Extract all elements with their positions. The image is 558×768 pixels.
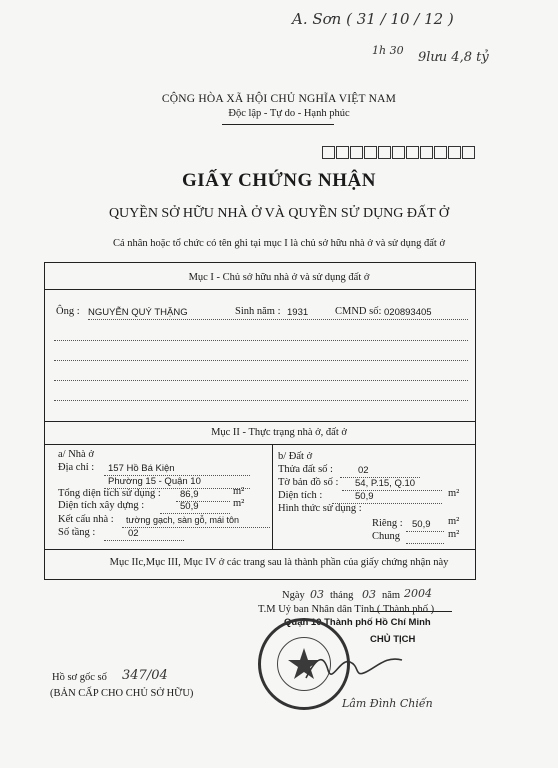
address-label: Địa chỉ : <box>58 462 95 473</box>
private-use-label: Riêng : <box>372 518 403 529</box>
handwritten-signature <box>300 648 410 688</box>
country-name: CỘNG HÒA XÃ HỘI CHỦ NGHĨA VIỆT NAM <box>161 93 397 105</box>
total-area-label: Tổng diện tích sử dụng : <box>58 488 161 499</box>
floors-value: 02 <box>128 528 139 539</box>
certificate-title: GIẤY CHỨNG NHẬN <box>182 170 376 191</box>
section1-divider <box>45 289 476 290</box>
strikethrough-province <box>370 611 452 612</box>
map-sheet-label: Tờ bản đồ số : <box>278 477 339 488</box>
parcel-value: 02 <box>358 465 369 476</box>
section2-column-divider <box>272 445 273 549</box>
date-day: 03 <box>310 588 324 601</box>
structure-label: Kết cấu nhà : <box>58 514 114 525</box>
address-line1: 157 Hồ Bá Kiện <box>108 463 175 474</box>
map-sheet-value: 54, P.15, Q.10 <box>355 478 416 489</box>
date-day-label: Ngày <box>282 590 305 601</box>
date-year: 2004 <box>404 587 432 600</box>
handwritten-note-price: 9lưu 4,8 tỷ <box>418 50 489 65</box>
land-area-value: 50,9 <box>355 491 374 502</box>
birth-year-label: Sinh năm : <box>235 306 281 317</box>
owner-label: Ông : <box>56 306 80 317</box>
authority-line2: Quận 10 Thành phố Hồ Chí Minh <box>284 617 431 628</box>
usage-form-label: Hình thức sử dụng : <box>278 503 362 514</box>
date-month: 03 <box>362 588 376 601</box>
birth-year: 1931 <box>287 307 309 318</box>
chairman-title: CHỦ TỊCH <box>370 634 416 645</box>
certificate-code-cells <box>322 146 476 159</box>
total-area-unit: m² <box>233 486 245 497</box>
signer-name: Lâm Đình Chiến <box>342 697 433 710</box>
section2-divider <box>45 444 476 445</box>
section2-top-divider <box>45 421 476 422</box>
file-number-label: Hồ sơ gốc số <box>52 672 107 683</box>
house-heading: a/ Nhà ở <box>58 449 94 460</box>
national-motto: Độc lập - Tự do - Hạnh phúc <box>228 108 350 119</box>
private-use-value: 50,9 <box>412 519 431 530</box>
built-area-label: Diện tích xây dựng : <box>58 500 145 511</box>
footnote-divider <box>45 549 476 550</box>
parcel-label: Thửa đất số : <box>278 464 333 475</box>
shared-use-label: Chung <box>372 531 401 542</box>
handwritten-note-date: A. Sơn ( 31 / 10 / 12 ) <box>292 10 454 28</box>
built-area-value: 50,9 <box>180 501 199 512</box>
handwritten-note-time: 1h 30 <box>372 44 404 57</box>
section2-heading: Mục II - Thực trạng nhà ở, đất ở <box>211 427 347 438</box>
shared-use-unit: m² <box>448 529 460 540</box>
footnote-text: Mục IIc,Mục III, Mục IV ở các trang sau là thành phần của giấy chứng nhận này <box>109 557 449 568</box>
motto-underline <box>222 124 334 125</box>
land-area-unit: m² <box>448 488 460 499</box>
id-number-label: CMND số: <box>335 306 382 317</box>
private-use-unit: m² <box>448 516 460 527</box>
owner-name: NGUYỄN QUÝ THẶNG <box>88 307 188 318</box>
date-month-label: tháng <box>330 590 354 601</box>
authority-line1: T.M Uỷ ban Nhân dân Tỉnh ( Thành phố ) <box>258 604 435 615</box>
land-heading: b/ Đất ở <box>278 451 313 462</box>
certificate-subtitle: QUYỀN SỞ HỮU NHÀ Ở VÀ QUYỀN SỬ DỤNG ĐẤT Ở <box>108 206 450 221</box>
address-line2: Phường 15 - Quận 10 <box>108 476 201 487</box>
floors-label: Số tầng : <box>58 527 96 538</box>
file-number: 347/04 <box>122 668 168 683</box>
section1-heading: Mục I - Chủ sở hữu nhà ở và sử dụng đất ở <box>188 272 370 283</box>
structure-value: tường gạch, sàn gỗ, mái tôn <box>126 515 239 525</box>
built-area-unit: m² <box>233 498 245 509</box>
total-area-value: 86,9 <box>180 489 199 500</box>
date-year-label: năm <box>382 590 401 601</box>
owner-copy-note: (BẢN CẤP CHO CHỦ SỞ HỮU) <box>50 688 194 699</box>
certificate-intro: Cá nhân hoặc tổ chức có tên ghi tại mục I là chủ sở hữu nhà ở và sử dụng đất ở <box>112 238 446 249</box>
land-area-label: Diện tích : <box>278 490 323 501</box>
id-number: 020893405 <box>384 307 432 318</box>
